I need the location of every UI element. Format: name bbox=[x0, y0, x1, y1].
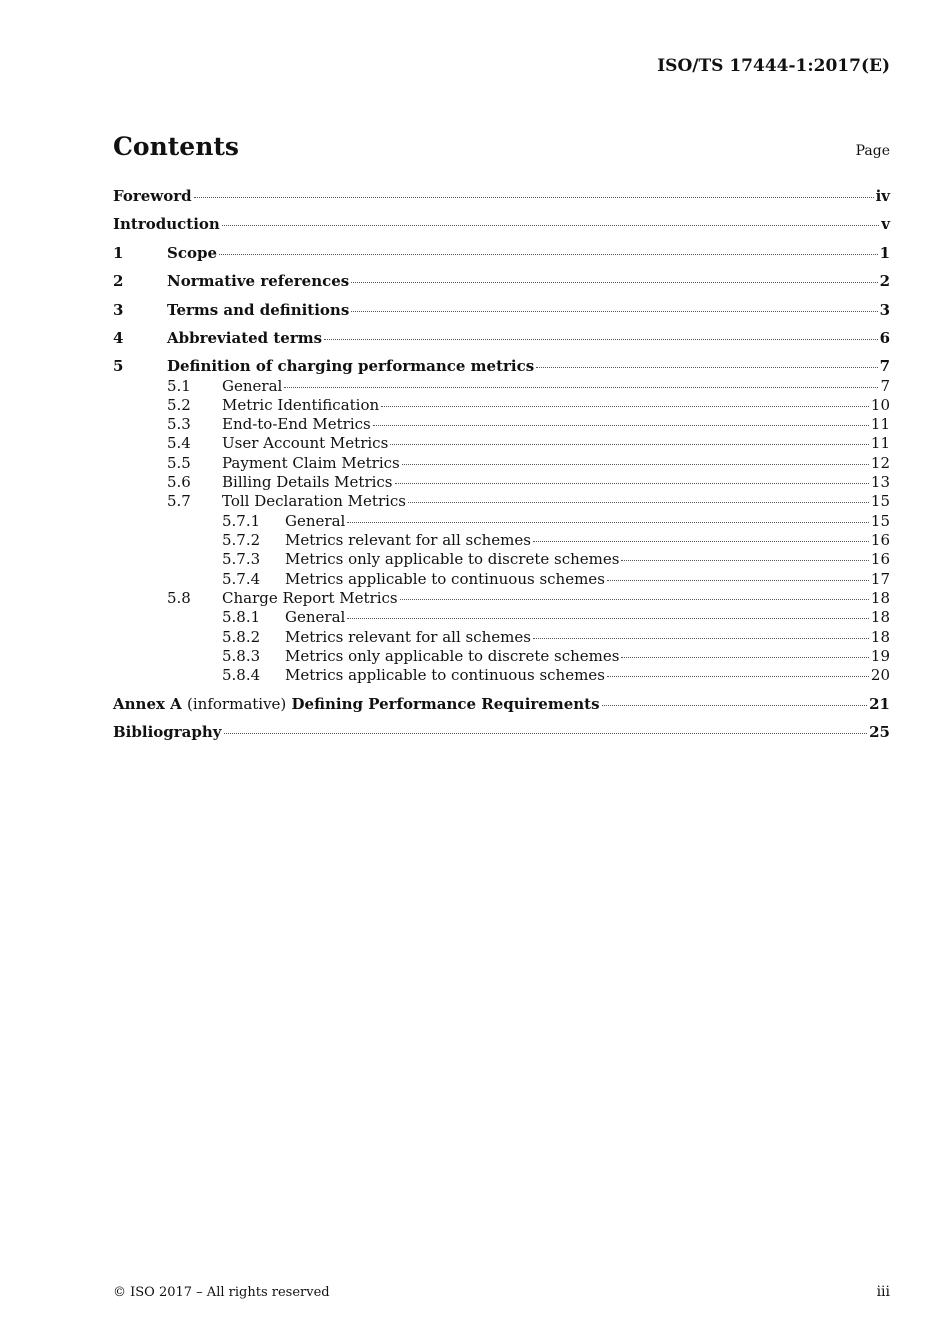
toc-entry[interactable]: 3 Terms and definitions 3 bbox=[113, 301, 890, 319]
toc-entry[interactable]: 5.6 Billing Details Metrics 13 bbox=[167, 473, 890, 491]
toc-entry[interactable]: 5.5 Payment Claim Metrics 12 bbox=[167, 454, 890, 472]
toc-entry-annex[interactable]: Annex A (informative) Defining Performance Requirements 21 bbox=[113, 695, 890, 713]
toc-entry[interactable]: Bibliography 25 bbox=[113, 723, 890, 741]
toc-entry[interactable]: 5.2 Metric Identification 10 bbox=[167, 396, 890, 414]
toc-entry[interactable]: 5.8 Charge Report Metrics 18 bbox=[167, 589, 890, 607]
toc-entry[interactable]: 5.8.4 Metrics applicable to continuous schemes 20 bbox=[222, 666, 890, 684]
toc-entry[interactable]: 1 Scope 1 bbox=[113, 244, 890, 262]
toc-entry[interactable]: 5.7.2 Metrics relevant for all schemes 16 bbox=[222, 531, 890, 549]
toc-entry[interactable]: 2 Normative references 2 bbox=[113, 272, 890, 290]
toc-entry[interactable]: 5.4 User Account Metrics 11 bbox=[167, 434, 890, 452]
toc-entry[interactable]: 5.8.2 Metrics relevant for all schemes 18 bbox=[222, 628, 890, 646]
toc-entry[interactable]: 5.7.4 Metrics applicable to continuous schemes 17 bbox=[222, 570, 890, 588]
toc-entry[interactable]: Foreword iv bbox=[113, 187, 890, 205]
toc-entry[interactable]: 5 Definition of charging performance metrics 7 bbox=[113, 357, 890, 375]
page-title: Contents bbox=[113, 132, 240, 161]
page-column-label: Page bbox=[855, 143, 890, 159]
toc-entry[interactable]: 5.1 General 7 bbox=[167, 377, 890, 395]
toc-entry[interactable]: 5.3 End-to-End Metrics 11 bbox=[167, 415, 890, 433]
toc-entry[interactable]: 5.7 Toll Declaration Metrics 15 bbox=[167, 492, 890, 510]
toc-entry[interactable]: 5.8.1 General 18 bbox=[222, 608, 890, 626]
toc-entry[interactable]: 5.7.3 Metrics only applicable to discrete schemes 16 bbox=[222, 550, 890, 568]
toc-entry[interactable]: 5.7.1 General 15 bbox=[222, 512, 890, 530]
document-id: ISO/TS 17444-1:2017(E) bbox=[657, 56, 890, 76]
copyright-notice: © ISO 2017 – All rights reserved bbox=[113, 1285, 330, 1300]
toc-entry[interactable]: Introduction v bbox=[113, 215, 890, 233]
page-number: iii bbox=[876, 1284, 890, 1300]
toc-entry[interactable]: 4 Abbreviated terms 6 bbox=[113, 329, 890, 347]
toc-entry[interactable]: 5.8.3 Metrics only applicable to discrete schemes 19 bbox=[222, 647, 890, 665]
